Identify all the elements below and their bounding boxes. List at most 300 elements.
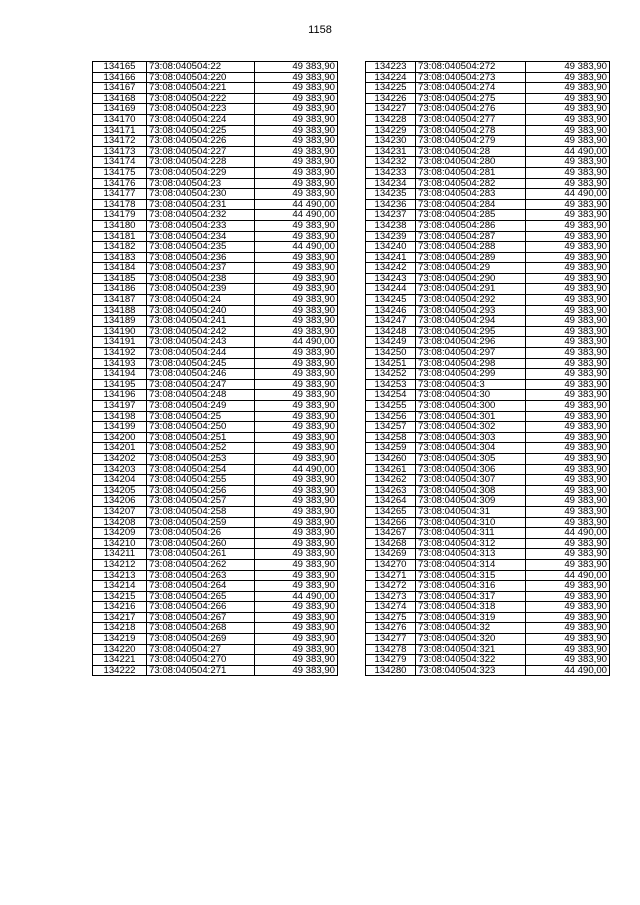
value-cell: 49 383,90 <box>526 411 610 422</box>
row-number-cell: 134249 <box>366 337 416 348</box>
value-cell: 49 383,90 <box>526 136 610 147</box>
value-cell: 44 490,00 <box>255 464 338 475</box>
table-row <box>93 72 338 83</box>
row-number-cell: 134229 <box>366 125 416 136</box>
table-row <box>366 665 610 676</box>
cadastral-number-cell: 73:08:040504:307 <box>416 475 526 486</box>
table-row <box>366 432 610 443</box>
row-number-cell: 134209 <box>93 528 147 539</box>
value-cell: 49 383,90 <box>526 231 610 242</box>
table-row <box>366 316 610 327</box>
table-row <box>366 326 610 337</box>
table-row <box>93 199 338 210</box>
table-row <box>93 570 338 581</box>
value-cell: 49 383,90 <box>526 464 610 475</box>
table-row <box>366 358 610 369</box>
table-row <box>93 634 338 645</box>
row-number-cell: 134215 <box>93 591 147 602</box>
table-row <box>93 210 338 221</box>
cadastral-number-cell: 73:08:040504:244 <box>147 348 255 359</box>
row-number-cell: 134187 <box>93 295 147 306</box>
table-row <box>93 146 338 157</box>
table-row <box>93 411 338 422</box>
row-number-cell: 134211 <box>93 549 147 560</box>
row-number-cell: 134207 <box>93 506 147 517</box>
value-cell: 49 383,90 <box>255 443 338 454</box>
row-number-cell: 134261 <box>366 464 416 475</box>
value-cell: 49 383,90 <box>526 167 610 178</box>
cadastral-number-cell: 73:08:040504:256 <box>147 485 255 496</box>
row-number-cell: 134270 <box>366 559 416 570</box>
table-row <box>366 62 610 73</box>
value-cell: 44 490,00 <box>255 242 338 253</box>
row-number-cell: 134247 <box>366 316 416 327</box>
value-cell: 49 383,90 <box>255 62 338 73</box>
table-row <box>366 189 610 200</box>
table-row <box>366 591 610 602</box>
cadastral-number-cell: 73:08:040504:300 <box>416 401 526 412</box>
row-number-cell: 134210 <box>93 538 147 549</box>
row-number-cell: 134263 <box>366 485 416 496</box>
cadastral-number-cell: 73:08:040504:261 <box>147 549 255 560</box>
value-cell: 49 383,90 <box>526 432 610 443</box>
table-row <box>93 644 338 655</box>
value-cell: 44 490,00 <box>526 528 610 539</box>
cadastral-number-cell: 73:08:040504:29 <box>416 263 526 274</box>
row-number-cell: 134176 <box>93 178 147 189</box>
value-cell: 49 383,90 <box>526 517 610 528</box>
value-cell: 49 383,90 <box>255 167 338 178</box>
cadastral-number-cell: 73:08:040504:267 <box>147 612 255 623</box>
table-row <box>93 475 338 486</box>
cadastral-number-cell: 73:08:040504:262 <box>147 559 255 570</box>
table-row <box>366 612 610 623</box>
cadastral-number-cell: 73:08:040504:254 <box>147 464 255 475</box>
value-cell: 49 383,90 <box>255 348 338 359</box>
row-number-cell: 134278 <box>366 644 416 655</box>
table-row <box>366 125 610 136</box>
table-row <box>366 273 610 284</box>
cadastral-number-cell: 73:08:040504:270 <box>147 655 255 666</box>
value-cell: 49 383,90 <box>255 136 338 147</box>
row-number-cell: 134251 <box>366 358 416 369</box>
value-cell: 49 383,90 <box>526 125 610 136</box>
value-cell: 49 383,90 <box>526 83 610 94</box>
value-cell: 49 383,90 <box>526 644 610 655</box>
row-number-cell: 134269 <box>366 549 416 560</box>
value-cell: 49 383,90 <box>255 432 338 443</box>
cadastral-number-cell: 73:08:040504:25 <box>147 411 255 422</box>
value-cell: 49 383,90 <box>255 93 338 104</box>
value-cell: 49 383,90 <box>526 114 610 125</box>
cadastral-number-cell: 73:08:040504:230 <box>147 189 255 200</box>
row-number-cell: 134279 <box>366 655 416 666</box>
table-row <box>366 655 610 666</box>
cadastral-number-cell: 73:08:040504:282 <box>416 178 526 189</box>
row-number-cell: 134171 <box>93 125 147 136</box>
value-cell: 44 490,00 <box>255 337 338 348</box>
cadastral-number-cell: 73:08:040504:298 <box>416 358 526 369</box>
cadastral-number-cell: 73:08:040504:265 <box>147 591 255 602</box>
row-number-cell: 134169 <box>93 104 147 115</box>
value-cell: 49 383,90 <box>526 62 610 73</box>
value-cell: 49 383,90 <box>255 655 338 666</box>
value-cell: 49 383,90 <box>255 326 338 337</box>
cadastral-number-cell: 73:08:040504:283 <box>416 189 526 200</box>
table-row <box>366 72 610 83</box>
row-number-cell: 134224 <box>366 72 416 83</box>
cadastral-number-cell: 73:08:040504:299 <box>416 369 526 380</box>
row-number-cell: 134233 <box>366 167 416 178</box>
cadastral-number-cell: 73:08:040504:280 <box>416 157 526 168</box>
value-cell: 49 383,90 <box>526 422 610 433</box>
table-row <box>366 602 610 613</box>
cadastral-number-cell: 73:08:040504:259 <box>147 517 255 528</box>
table-row <box>366 220 610 231</box>
cadastral-number-cell: 73:08:040504:304 <box>416 443 526 454</box>
cadastral-number-cell: 73:08:040504:311 <box>416 528 526 539</box>
value-cell: 49 383,90 <box>526 655 610 666</box>
value-cell: 49 383,90 <box>255 72 338 83</box>
row-number-cell: 134277 <box>366 634 416 645</box>
row-number-cell: 134170 <box>93 114 147 125</box>
cadastral-number-cell: 73:08:040504:252 <box>147 443 255 454</box>
row-number-cell: 134236 <box>366 199 416 210</box>
cadastral-number-cell: 73:08:040504:258 <box>147 506 255 517</box>
row-number-cell: 134225 <box>366 83 416 94</box>
value-cell: 49 383,90 <box>526 210 610 221</box>
cadastral-number-cell: 73:08:040504:27 <box>147 644 255 655</box>
row-number-cell: 134258 <box>366 432 416 443</box>
cadastral-number-cell: 73:08:040504:271 <box>147 665 255 676</box>
row-number-cell: 134178 <box>93 199 147 210</box>
cadastral-number-cell: 73:08:040504:228 <box>147 157 255 168</box>
table-row <box>93 284 338 295</box>
value-cell: 49 383,90 <box>526 623 610 634</box>
value-cell: 49 383,90 <box>526 581 610 592</box>
row-number-cell: 134179 <box>93 210 147 221</box>
row-number-cell: 134208 <box>93 517 147 528</box>
table-row <box>93 326 338 337</box>
cadastral-number-cell: 73:08:040504:303 <box>416 432 526 443</box>
value-cell: 49 383,90 <box>255 157 338 168</box>
table-row <box>93 369 338 380</box>
cadastral-number-cell: 73:08:040504:289 <box>416 252 526 263</box>
table-row <box>93 252 338 263</box>
row-number-cell: 134174 <box>93 157 147 168</box>
cadastral-number-cell: 73:08:040504:250 <box>147 422 255 433</box>
value-cell: 49 383,90 <box>526 401 610 412</box>
row-number-cell: 134182 <box>93 242 147 253</box>
value-cell: 49 383,90 <box>526 72 610 83</box>
value-cell: 49 383,90 <box>526 506 610 517</box>
table-row <box>93 242 338 253</box>
row-number-cell: 134262 <box>366 475 416 486</box>
cadastral-number-cell: 73:08:040504:30 <box>416 390 526 401</box>
table-row <box>366 178 610 189</box>
value-cell: 49 383,90 <box>526 252 610 263</box>
value-cell: 49 383,90 <box>255 390 338 401</box>
value-cell: 44 490,00 <box>526 665 610 676</box>
cadastral-number-cell: 73:08:040504:279 <box>416 136 526 147</box>
cadastral-number-cell: 73:08:040504:322 <box>416 655 526 666</box>
table-row <box>366 453 610 464</box>
cadastral-number-cell: 73:08:040504:295 <box>416 326 526 337</box>
row-number-cell: 134223 <box>366 62 416 73</box>
cadastral-number-cell: 73:08:040504:251 <box>147 432 255 443</box>
table-row <box>93 93 338 104</box>
table-row <box>93 348 338 359</box>
cadastral-number-cell: 73:08:040504:297 <box>416 348 526 359</box>
row-number-cell: 134248 <box>366 326 416 337</box>
value-cell: 49 383,90 <box>255 220 338 231</box>
row-number-cell: 134245 <box>366 295 416 306</box>
value-cell: 44 490,00 <box>526 570 610 581</box>
page-number: 1158 <box>308 24 332 36</box>
value-cell: 49 383,90 <box>526 591 610 602</box>
row-number-cell: 134273 <box>366 591 416 602</box>
table-row <box>93 496 338 507</box>
table-row <box>366 559 610 570</box>
row-number-cell: 134189 <box>93 316 147 327</box>
row-number-cell: 134230 <box>366 136 416 147</box>
value-cell: 49 383,90 <box>526 485 610 496</box>
value-cell: 49 383,90 <box>255 665 338 676</box>
cadastral-number-cell: 73:08:040504:290 <box>416 273 526 284</box>
value-cell: 49 383,90 <box>526 220 610 231</box>
table-row <box>93 485 338 496</box>
row-number-cell: 134181 <box>93 231 147 242</box>
row-number-cell: 134259 <box>366 443 416 454</box>
table-row <box>366 517 610 528</box>
cadastral-number-cell: 73:08:040504:317 <box>416 591 526 602</box>
cadastral-number-cell: 73:08:040504:269 <box>147 634 255 645</box>
cadastral-number-cell: 73:08:040504:308 <box>416 485 526 496</box>
row-number-cell: 134173 <box>93 146 147 157</box>
cadastral-number-cell: 73:08:040504:3 <box>416 379 526 390</box>
value-cell: 49 383,90 <box>255 485 338 496</box>
value-cell: 49 383,90 <box>255 316 338 327</box>
cadastral-number-cell: 73:08:040504:26 <box>147 528 255 539</box>
value-cell: 49 383,90 <box>526 549 610 560</box>
row-number-cell: 134244 <box>366 284 416 295</box>
value-cell: 49 383,90 <box>255 644 338 655</box>
table-row <box>366 411 610 422</box>
table-row <box>93 401 338 412</box>
table-row <box>366 422 610 433</box>
row-number-cell: 134250 <box>366 348 416 359</box>
value-cell: 49 383,90 <box>526 379 610 390</box>
value-cell: 49 383,90 <box>526 295 610 306</box>
table-row <box>366 136 610 147</box>
table-row <box>366 104 610 115</box>
value-cell: 49 383,90 <box>255 528 338 539</box>
row-number-cell: 134206 <box>93 496 147 507</box>
cadastral-number-cell: 73:08:040504:292 <box>416 295 526 306</box>
cadastral-number-cell: 73:08:040504:221 <box>147 83 255 94</box>
value-cell: 49 383,90 <box>526 157 610 168</box>
table-row <box>366 252 610 263</box>
cadastral-number-cell: 73:08:040504:286 <box>416 220 526 231</box>
table-row <box>93 337 338 348</box>
value-cell: 49 383,90 <box>526 199 610 210</box>
cadastral-number-cell: 73:08:040504:246 <box>147 369 255 380</box>
value-cell: 49 383,90 <box>526 93 610 104</box>
row-number-cell: 134276 <box>366 623 416 634</box>
cadastral-number-cell: 73:08:040504:274 <box>416 83 526 94</box>
table-row <box>93 549 338 560</box>
table-row <box>93 114 338 125</box>
cadastral-number-cell: 73:08:040504:229 <box>147 167 255 178</box>
table-row <box>366 157 610 168</box>
value-cell: 49 383,90 <box>526 316 610 327</box>
row-number-cell: 134203 <box>93 464 147 475</box>
left-register-table <box>92 61 338 676</box>
row-number-cell: 134184 <box>93 263 147 274</box>
row-number-cell: 134228 <box>366 114 416 125</box>
table-row <box>366 93 610 104</box>
cadastral-number-cell: 73:08:040504:296 <box>416 337 526 348</box>
row-number-cell: 134167 <box>93 83 147 94</box>
cadastral-number-cell: 73:08:040504:285 <box>416 210 526 221</box>
value-cell: 49 383,90 <box>526 242 610 253</box>
table-row <box>366 348 610 359</box>
value-cell: 44 490,00 <box>526 189 610 200</box>
value-cell: 44 490,00 <box>526 146 610 157</box>
cadastral-number-cell: 73:08:040504:321 <box>416 644 526 655</box>
cadastral-number-cell: 73:08:040504:264 <box>147 581 255 592</box>
value-cell: 49 383,90 <box>255 369 338 380</box>
table-row <box>93 581 338 592</box>
row-number-cell: 134239 <box>366 231 416 242</box>
value-cell: 49 383,90 <box>526 559 610 570</box>
value-cell: 49 383,90 <box>255 623 338 634</box>
table-row <box>366 634 610 645</box>
table-row <box>93 517 338 528</box>
table-row <box>93 316 338 327</box>
left-register-body <box>93 62 338 676</box>
table-row <box>93 295 338 306</box>
value-cell: 49 383,90 <box>255 453 338 464</box>
table-row <box>93 591 338 602</box>
row-number-cell: 134231 <box>366 146 416 157</box>
row-number-cell: 134255 <box>366 401 416 412</box>
table-row <box>93 464 338 475</box>
row-number-cell: 134213 <box>93 570 147 581</box>
cadastral-number-cell: 73:08:040504:225 <box>147 125 255 136</box>
row-number-cell: 134240 <box>366 242 416 253</box>
cadastral-number-cell: 73:08:040504:273 <box>416 72 526 83</box>
cadastral-number-cell: 73:08:040504:275 <box>416 93 526 104</box>
table-row <box>366 475 610 486</box>
table-row <box>93 665 338 676</box>
cadastral-number-cell: 73:08:040504:309 <box>416 496 526 507</box>
table-row <box>93 612 338 623</box>
table-row <box>366 464 610 475</box>
table-row <box>93 528 338 539</box>
cadastral-number-cell: 73:08:040504:277 <box>416 114 526 125</box>
cadastral-number-cell: 73:08:040504:260 <box>147 538 255 549</box>
cadastral-number-cell: 73:08:040504:272 <box>416 62 526 73</box>
row-number-cell: 134168 <box>93 93 147 104</box>
value-cell: 49 383,90 <box>526 602 610 613</box>
cadastral-number-cell: 73:08:040504:302 <box>416 422 526 433</box>
table-row <box>93 453 338 464</box>
table-row <box>366 295 610 306</box>
cadastral-number-cell: 73:08:040504:294 <box>416 316 526 327</box>
cadastral-number-cell: 73:08:040504:32 <box>416 623 526 634</box>
cadastral-number-cell: 73:08:040504:240 <box>147 305 255 316</box>
value-cell: 49 383,90 <box>526 443 610 454</box>
cadastral-number-cell: 73:08:040504:291 <box>416 284 526 295</box>
row-number-cell: 134232 <box>366 157 416 168</box>
row-number-cell: 134274 <box>366 602 416 613</box>
row-number-cell: 134183 <box>93 252 147 263</box>
cadastral-number-cell: 73:08:040504:266 <box>147 602 255 613</box>
value-cell: 49 383,90 <box>255 178 338 189</box>
cadastral-number-cell: 73:08:040504:320 <box>416 634 526 645</box>
cadastral-number-cell: 73:08:040504:253 <box>147 453 255 464</box>
table-row <box>93 559 338 570</box>
value-cell: 49 383,90 <box>255 252 338 263</box>
cadastral-number-cell: 73:08:040504:237 <box>147 263 255 274</box>
cadastral-number-cell: 73:08:040504:23 <box>147 178 255 189</box>
value-cell: 44 490,00 <box>255 210 338 221</box>
row-number-cell: 134193 <box>93 358 147 369</box>
table-row <box>366 305 610 316</box>
value-cell: 49 383,90 <box>526 369 610 380</box>
row-number-cell: 134214 <box>93 581 147 592</box>
table-row <box>366 644 610 655</box>
table-row <box>93 125 338 136</box>
row-number-cell: 134204 <box>93 475 147 486</box>
value-cell: 49 383,90 <box>526 348 610 359</box>
value-cell: 49 383,90 <box>255 559 338 570</box>
table-row <box>366 623 610 634</box>
cadastral-number-cell: 73:08:040504:31 <box>416 506 526 517</box>
value-cell: 49 383,90 <box>526 305 610 316</box>
cadastral-number-cell: 73:08:040504:305 <box>416 453 526 464</box>
row-number-cell: 134185 <box>93 273 147 284</box>
cadastral-number-cell: 73:08:040504:239 <box>147 284 255 295</box>
row-number-cell: 134265 <box>366 506 416 517</box>
table-row <box>93 538 338 549</box>
value-cell: 49 383,90 <box>526 612 610 623</box>
cadastral-number-cell: 73:08:040504:314 <box>416 559 526 570</box>
value-cell: 49 383,90 <box>526 104 610 115</box>
value-cell: 49 383,90 <box>526 538 610 549</box>
cadastral-number-cell: 73:08:040504:318 <box>416 602 526 613</box>
cadastral-number-cell: 73:08:040504:278 <box>416 125 526 136</box>
cadastral-number-cell: 73:08:040504:312 <box>416 538 526 549</box>
cadastral-number-cell: 73:08:040504:231 <box>147 199 255 210</box>
row-number-cell: 134205 <box>93 485 147 496</box>
value-cell: 49 383,90 <box>255 305 338 316</box>
table-row <box>366 114 610 125</box>
table-row <box>93 432 338 443</box>
table-row <box>366 506 610 517</box>
value-cell: 49 383,90 <box>255 581 338 592</box>
table-row <box>366 83 610 94</box>
table-row <box>93 506 338 517</box>
table-row <box>366 390 610 401</box>
table-row <box>93 443 338 454</box>
cadastral-number-cell: 73:08:040504:248 <box>147 390 255 401</box>
value-cell: 49 383,90 <box>255 612 338 623</box>
cadastral-number-cell: 73:08:040504:227 <box>147 146 255 157</box>
row-number-cell: 134271 <box>366 570 416 581</box>
row-number-cell: 134246 <box>366 305 416 316</box>
